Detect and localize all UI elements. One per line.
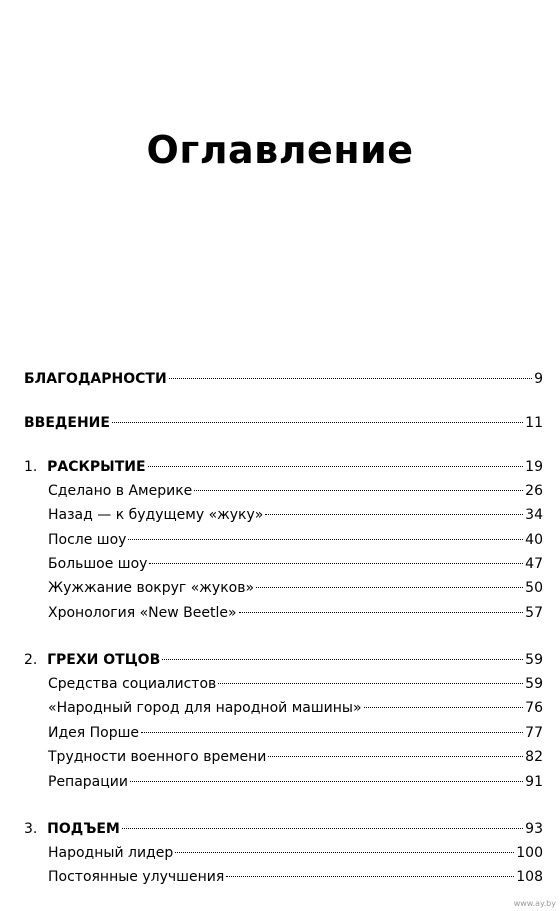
toc-entry-page: 82	[525, 749, 543, 765]
chapter-number: 1.	[24, 459, 38, 475]
toc-subentry	[48, 698, 543, 718]
toc-entry-page: 19	[525, 459, 543, 475]
toc-entry-page: 50	[525, 580, 543, 596]
toc-entry-page: 40	[525, 532, 543, 548]
chapter-number: 2.	[24, 652, 38, 668]
toc-entry-label: Постоянные улучшения	[48, 869, 225, 885]
toc-chapter-3	[24, 819, 543, 839]
toc-entry-label: Народный лидер	[48, 845, 174, 861]
dot-leader	[149, 563, 523, 564]
dot-leader	[112, 422, 523, 423]
toc-entry-label: Трудности военного времени	[48, 749, 267, 765]
toc-entry-page: 34	[525, 507, 543, 523]
dot-leader	[130, 781, 523, 782]
toc-subentry	[48, 723, 543, 743]
dot-leader	[175, 852, 514, 853]
dot-leader	[148, 466, 524, 467]
chapter-number: 3.	[24, 821, 38, 837]
toc-chapter-2	[24, 650, 543, 670]
toc-entry-page: 59	[525, 676, 543, 692]
toc-entry-page: 108	[516, 869, 543, 885]
dot-leader	[141, 732, 523, 733]
dot-leader	[239, 612, 524, 613]
page-title: Оглавление	[146, 128, 414, 172]
dot-leader	[162, 659, 523, 660]
toc-entry-label	[24, 457, 146, 477]
toc-entry-page: 100	[516, 845, 543, 861]
toc-subentry	[48, 603, 543, 623]
toc-entry-label: Средства социалистов	[48, 676, 217, 692]
toc-entry-label: Большое шоу	[48, 556, 148, 572]
toc-entry-label: После шоу	[48, 532, 127, 548]
toc-subentry	[48, 867, 543, 887]
toc-entry-page: 91	[525, 774, 543, 790]
dot-leader	[169, 378, 532, 379]
toc-entry-page: 9	[534, 371, 543, 387]
dot-leader	[218, 683, 523, 684]
dot-leader	[226, 876, 514, 877]
toc-entry-page: 93	[525, 821, 543, 837]
toc-entry-label: «Народный город для народной машины»	[48, 700, 362, 716]
toc-entry-introduction	[24, 413, 543, 433]
toc-entry-page: 57	[525, 605, 543, 621]
toc-entry-label: БЛАГОДАРНОСТИ	[24, 371, 167, 387]
toc-entry-page: 26	[525, 483, 543, 499]
chapter-title: ПОДЪЕМ	[47, 821, 120, 837]
toc-entry-label: ВВЕДЕНИЕ	[24, 415, 110, 431]
dot-leader	[194, 490, 523, 491]
toc-entry-page: 59	[525, 652, 543, 668]
dot-leader	[128, 539, 523, 540]
toc-subentry	[48, 554, 543, 574]
toc-entry-label: Назад — к будущему «жуку»	[48, 507, 264, 523]
toc-entry-page: 77	[525, 725, 543, 741]
toc-entry-label: Идея Порше	[48, 725, 140, 741]
toc-subentry	[48, 843, 543, 863]
toc-subentry	[48, 772, 543, 792]
toc-entry-label: Сделано в Америке	[48, 483, 193, 499]
toc-entry-label: Жужжание вокруг «жуков»	[48, 580, 255, 596]
toc-subentry	[48, 578, 543, 598]
dot-leader	[122, 828, 523, 829]
chapter-title: ГРЕХИ ОТЦОВ	[47, 652, 161, 668]
chapter-title: РАСКРЫТИЕ	[47, 459, 146, 475]
toc-subentry	[48, 530, 543, 550]
dot-leader	[256, 587, 523, 588]
toc-chapter-1	[24, 457, 543, 477]
toc-entry-label: Репарации	[48, 774, 128, 790]
toc-entry-label	[24, 650, 160, 670]
toc-entry-acknowledgments	[24, 369, 543, 389]
dot-leader	[265, 514, 523, 515]
watermark: www.ay.by	[513, 899, 556, 908]
toc-entry-label	[24, 819, 120, 839]
toc-subentry	[48, 505, 543, 525]
toc-entry-page: 47	[525, 556, 543, 572]
toc-subentry	[48, 747, 543, 767]
dot-leader	[268, 756, 523, 757]
dot-leader	[364, 707, 524, 708]
toc-subentry	[48, 481, 543, 501]
toc-entry-page: 76	[525, 700, 543, 716]
toc-subentry	[48, 674, 543, 694]
toc-entry-page: 11	[525, 415, 543, 431]
toc-entry-label: Хронология «New Beetle»	[48, 605, 237, 621]
